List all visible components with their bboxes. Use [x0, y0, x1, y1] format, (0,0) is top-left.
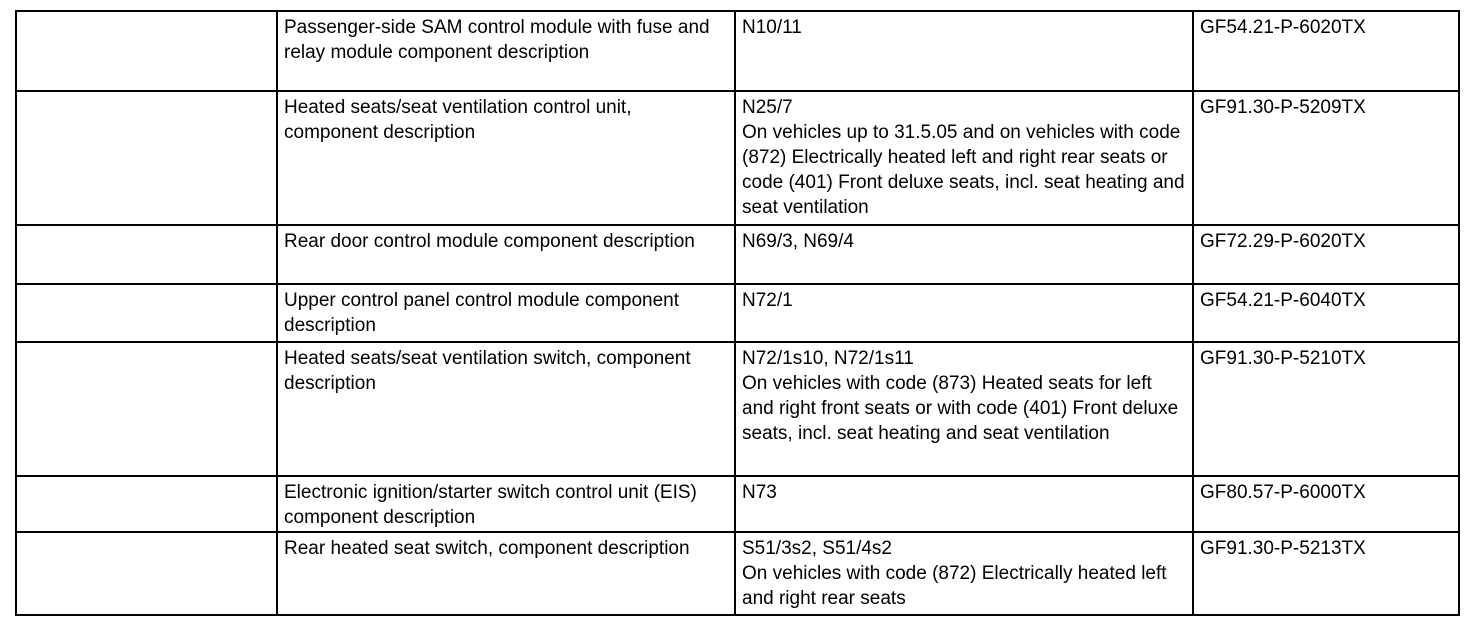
group-cell: [16, 476, 277, 532]
designation-code: N10/11: [742, 17, 802, 38]
designation-cell: [735, 532, 1193, 615]
designation-code: N25/7: [742, 97, 793, 118]
group-cell: [16, 91, 277, 225]
group-cell: [16, 342, 277, 476]
group-cell: [16, 532, 277, 615]
designation-code: N72/1: [742, 290, 793, 311]
group-cell: [16, 284, 277, 342]
designation-code: N72/1s10, N72/1s11: [742, 348, 914, 369]
group-cell: [16, 11, 277, 91]
component-reference-table: [15, 10, 1460, 616]
table-row: [16, 91, 1459, 225]
table-row: [16, 476, 1459, 532]
designation-cell: [735, 342, 1193, 476]
description-cell: Heated seats/seat ventilation control unit, component description: [277, 91, 735, 225]
designation-code: N73: [742, 482, 777, 503]
designation-cell: [735, 91, 1193, 225]
designation-code: S51/3s2, S51/4s2: [742, 538, 892, 559]
document-number-cell[interactable]: GF80.57-P-6000TX: [1193, 476, 1459, 532]
designation-note: On vehicles with code (873) Heated seats for left and right front seats or with code (401) Front deluxe seats, incl. seat heating and seat ventilation: [742, 373, 1179, 444]
designation-cell: [735, 476, 1193, 532]
description-cell: Passenger-side SAM control module with fuse and relay module component description: [277, 11, 735, 91]
designation-cell: [735, 225, 1193, 284]
designation-note: On vehicles with code (872) Electrically heated left and right rear seats: [742, 563, 1167, 609]
group-cell: [16, 225, 277, 284]
description-cell: Upper control panel control module component description: [277, 284, 735, 342]
table-row: [16, 342, 1459, 476]
designation-cell: [735, 11, 1193, 91]
document-number-cell[interactable]: GF54.21-P-6020TX: [1193, 11, 1459, 91]
designation-code: N69/3, N69/4: [742, 231, 854, 252]
table-row: [16, 11, 1459, 91]
table-row: [16, 532, 1459, 615]
designation-cell: [735, 284, 1193, 342]
description-cell: Electronic ignition/starter switch control unit (EIS) component description: [277, 476, 735, 532]
designation-note: On vehicles up to 31.5.05 and on vehicles with code (872) Electrically heated left and right rear seats or code (401) Front deluxe seats, incl. seat heating and seat ventilation: [742, 122, 1185, 218]
table-row: [16, 225, 1459, 284]
document-number-cell[interactable]: GF54.21-P-6040TX: [1193, 284, 1459, 342]
document-number-cell[interactable]: GF91.30-P-5213TX: [1193, 532, 1459, 615]
document-number-cell[interactable]: GF91.30-P-5209TX: [1193, 91, 1459, 225]
description-cell: Rear door control module component description: [277, 225, 735, 284]
document-number-cell[interactable]: GF72.29-P-6020TX: [1193, 225, 1459, 284]
document-number-cell[interactable]: GF91.30-P-5210TX: [1193, 342, 1459, 476]
description-cell: Rear heated seat switch, component description: [277, 532, 735, 615]
description-cell: Heated seats/seat ventilation switch, component description: [277, 342, 735, 476]
table-row: [16, 284, 1459, 342]
